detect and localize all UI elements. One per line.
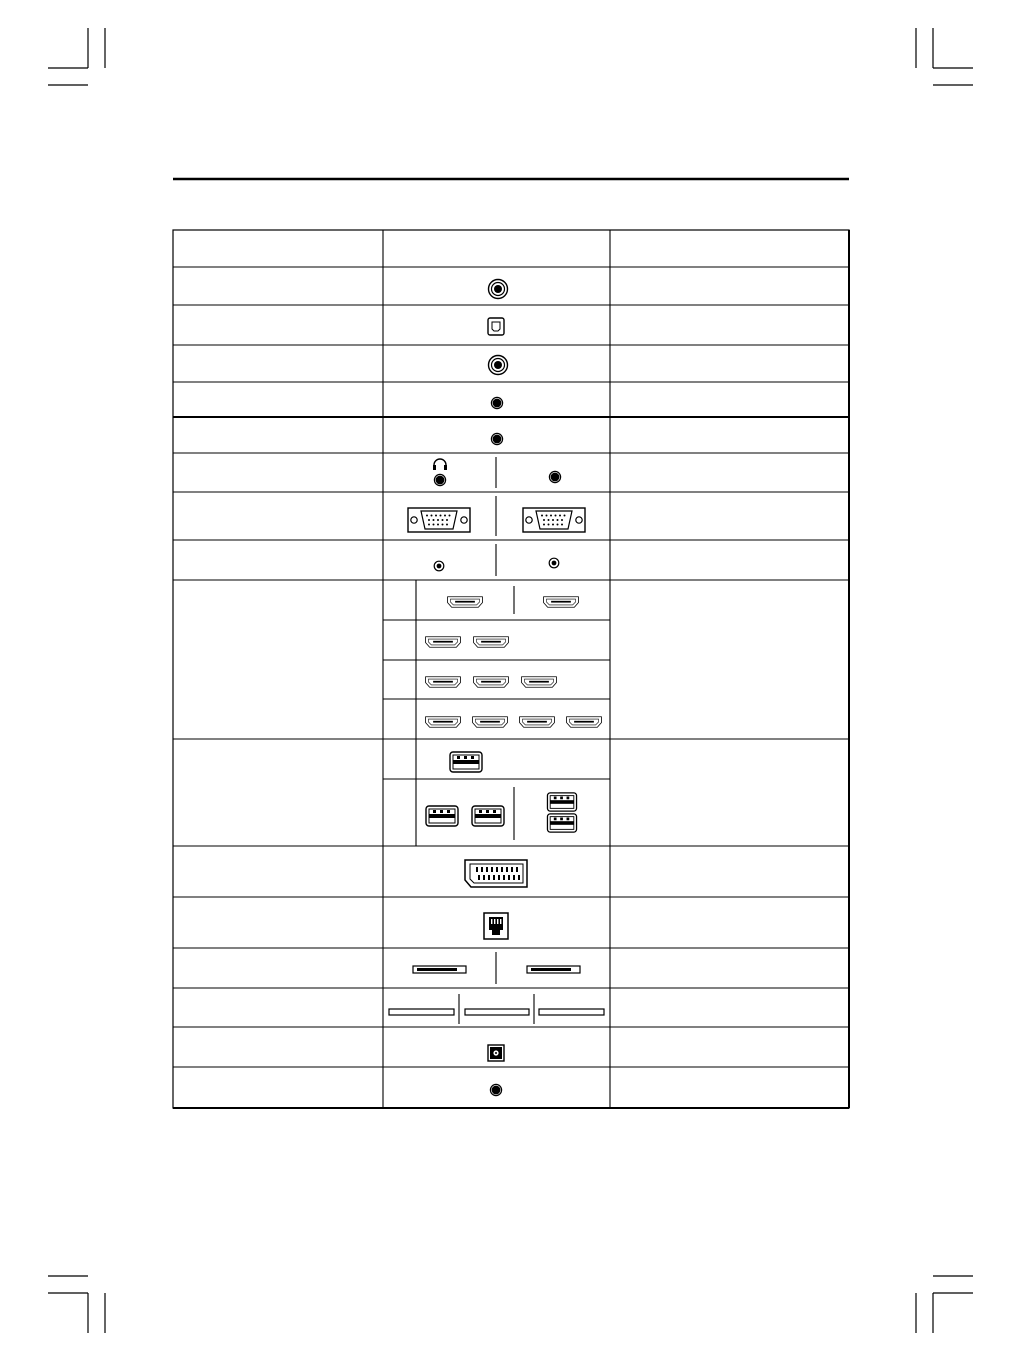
ci-slot-icon — [539, 1009, 604, 1015]
card-slot-icon — [413, 966, 466, 973]
usb-port-icon — [450, 752, 482, 772]
vga-port-icon — [523, 508, 585, 532]
hdmi-port-icon — [474, 637, 509, 647]
usb-port-icon — [472, 806, 504, 826]
usb-port-icon — [547, 814, 576, 832]
dc-power-socket-icon — [488, 1045, 504, 1061]
ethernet-port-icon — [484, 913, 508, 939]
hdmi-port-icon — [567, 717, 602, 727]
mini-jack-icon — [491, 397, 502, 408]
hdmi-port-icon — [426, 717, 461, 727]
hdmi-port-icon — [474, 677, 509, 687]
ci-slot-icon — [465, 1009, 529, 1015]
usb-port-icon — [547, 793, 576, 811]
scart-port-icon — [465, 860, 527, 887]
rca-jack-icon — [489, 356, 508, 375]
hdmi-port-icon — [426, 677, 461, 687]
hdmi-port-icon — [544, 597, 579, 607]
usb-port-icon — [426, 806, 458, 826]
hdmi-port-icon — [522, 677, 557, 687]
vga-port-icon — [408, 508, 470, 532]
crop-marks — [48, 28, 973, 1333]
hdmi-port-icon — [448, 597, 483, 607]
ci-slot-icon — [389, 1009, 454, 1015]
optical-port-icon — [488, 318, 504, 335]
mini-jack-icon — [490, 1084, 501, 1095]
small-jack-icon — [434, 561, 444, 571]
rca-jack-icon — [489, 280, 508, 299]
mini-jack-icon — [549, 471, 560, 482]
hdmi-port-icon — [473, 717, 508, 727]
card-slot-icon — [527, 966, 580, 973]
hdmi-port-icon — [520, 717, 555, 727]
headphone-icon — [433, 459, 447, 470]
mini-jack-icon — [434, 474, 445, 485]
connector-table — [173, 230, 849, 1108]
hdmi-port-icon — [426, 637, 461, 647]
mini-jack-icon — [491, 433, 502, 444]
small-jack-icon — [549, 558, 559, 568]
